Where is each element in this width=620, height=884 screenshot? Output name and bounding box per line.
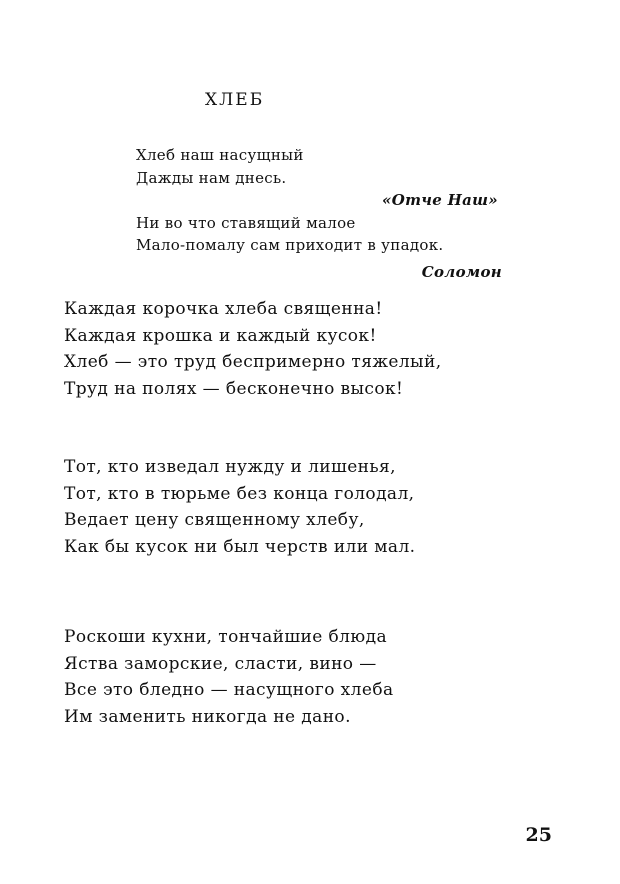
stanza-1 (64, 296, 442, 403)
epigraph-line: Хлеб наш насущный (136, 146, 304, 164)
poem-line: Роскоши кухни, тончайшие блюда (64, 627, 387, 647)
poem-line: Ведает цену священному хлебу, (64, 510, 365, 531)
poem-title: ХЛЕБ (205, 90, 265, 110)
epigraph-line: Ни во что ставящий малое (136, 213, 356, 232)
poem-line: Все это бледно — насущного хлеба (64, 680, 394, 701)
poem-line: Хлеб — это труд беспримерно тяжелый, (64, 352, 442, 373)
stanza-3 (64, 624, 394, 731)
poem-line: Каждая крошка и каждый кусок! (64, 325, 377, 346)
poem-line: Им заменить никогда не дано. (64, 707, 351, 728)
epigraph-line: Мало-помалу сам приходит в упадок. (136, 236, 444, 254)
poem-line: Тот, кто в тюрьме без конца голодал, (64, 483, 415, 504)
poem-line: Каждая корочка хлеба священна! (64, 299, 383, 319)
epigraph-source: «Отче Наш» (382, 191, 498, 209)
epigraph-block (136, 144, 506, 283)
epigraph-source: Соломон (421, 262, 502, 281)
poem-line: Тот, кто изведал нужду и лишенья, (64, 457, 396, 477)
epigraph-line: Дажды нам днесь. (136, 168, 287, 187)
page-number: 25 (525, 824, 552, 846)
poem-line: Яства заморские, сласти, вино — (64, 653, 377, 674)
poem-line: Как бы кусок ни был черств или мал. (64, 537, 416, 558)
stanza-2 (64, 454, 415, 561)
poem-line: Труд на полях — бесконечно высок! (64, 379, 404, 400)
